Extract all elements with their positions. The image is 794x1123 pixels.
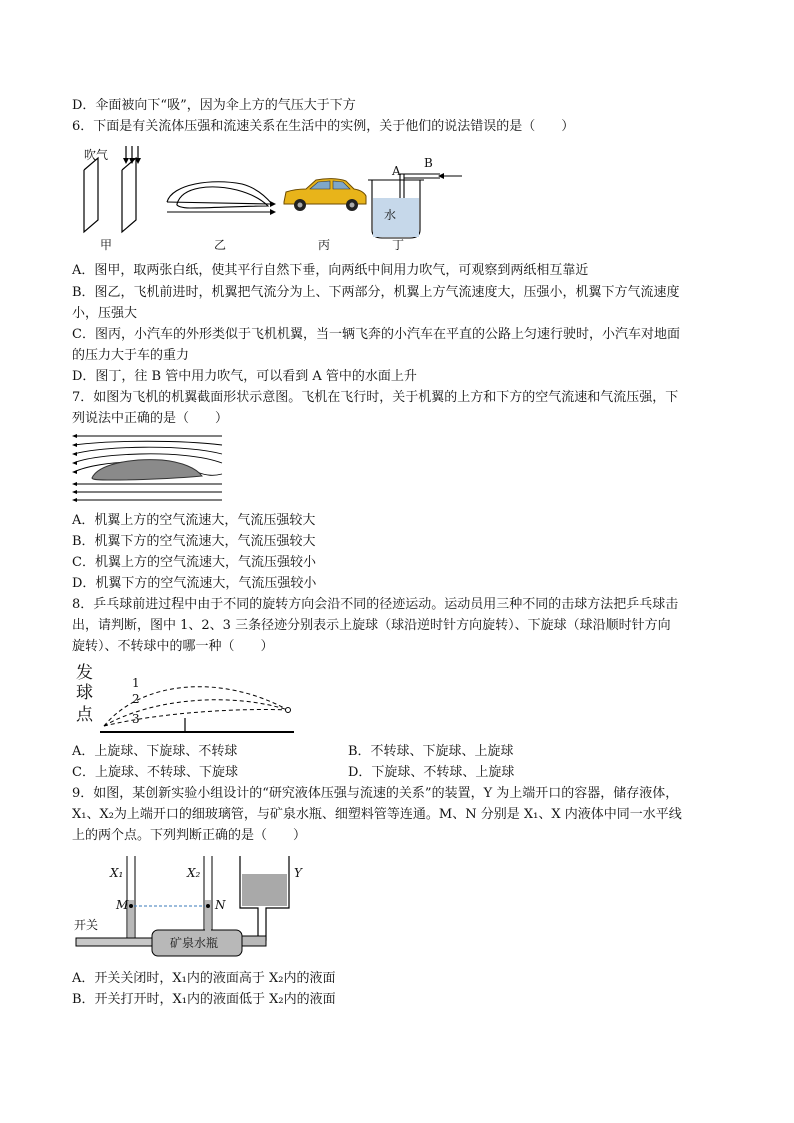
- q9-pipe: [76, 938, 152, 946]
- q8-label-qiu: 球: [76, 683, 93, 703]
- q8-ball: [286, 708, 291, 713]
- q8-trajectory-svg: [72, 658, 302, 738]
- q8-stem-line2: 出，请判断，图中 1、2、3 三条径迹分别表示上旋球（球沿逆时针方向旋转）、下旋球（球沿顺时针方向: [72, 618, 671, 633]
- fig-bing-car: [284, 179, 366, 211]
- q6-option-c-line1: C．图丙，小汽车的外形类似于飞机机翼，当一辆飞奔的小汽车在平直的公路上匀速行驶时，小汽车对地面: [72, 327, 680, 342]
- q7-airfoil-svg: [72, 432, 232, 504]
- q8-label-2: 2: [132, 692, 140, 706]
- q6-figure: [72, 140, 472, 255]
- fig-label-jia: 甲: [100, 238, 113, 252]
- q7-wing-shape: [92, 460, 202, 480]
- q9-stem-line2: X₁、X₂为上端开口的细玻璃管，与矿泉水瓶、细塑料管等连通。M、N 分别是 X₁、X 内液体中同一水平线: [72, 807, 682, 822]
- q6-figure-svg: [72, 140, 472, 255]
- q7-option-b: B．机翼下方的空气流速大，气流压强较大: [72, 534, 316, 549]
- q9-label-n: N: [215, 898, 226, 912]
- q8-label-fa: 发: [76, 663, 93, 683]
- q9-point-m: [129, 904, 133, 908]
- q8-stem-line3: 旋转）、不转球中的哪一种（ ）: [72, 639, 274, 654]
- q7-option-a: A．机翼上方的空气流速大，气流压强较大: [72, 513, 316, 528]
- q9-point-n: [206, 904, 210, 908]
- q9-stem-line3: 上的两个点。下列判断正确的是（ ）: [72, 828, 307, 843]
- fig-label-yi: 乙: [214, 238, 227, 252]
- q8-label-1: 1: [132, 676, 140, 690]
- fig-label-bing: 丙: [318, 238, 331, 252]
- fig-label-ding: 丁: [392, 238, 405, 252]
- fig-label-b: B: [424, 156, 433, 170]
- q8-label-dian: 点: [76, 705, 93, 725]
- q8-option-c: C．上旋球、不转球、下旋球: [72, 765, 238, 780]
- q6-option-a: A．图甲，取两张白纸，使其平行自然下垂，向两纸中间用力吹气，可观察到两纸相互靠近: [72, 263, 589, 278]
- q6-option-c-line2: 的压力大于车的重力: [72, 348, 190, 363]
- q9-label-y: Y: [294, 866, 302, 880]
- q5-option-d: D．伞面被向下“吸”，因为伞上方的气压大于下方: [72, 98, 356, 113]
- q8-option-d: D．下旋球、不转球、上旋球: [348, 765, 515, 780]
- q6-stem: 6．下面是有关流体压强和流速关系在生活中的实例，关于他们的说法错误的是（ ）: [72, 119, 575, 134]
- q9-label-x2: X₂: [187, 866, 201, 880]
- q8-option-b: B．不转球、下旋球、上旋球: [348, 744, 514, 759]
- q6-option-b-line2: 小，压强大: [72, 306, 138, 321]
- q9-label-bottle: 矿泉水瓶: [170, 936, 219, 950]
- q9-option-a: A．开关关闭时，X₁内的液面高于 X₂内的液面: [72, 971, 336, 986]
- fig-label-a: A: [392, 164, 401, 178]
- fig-label-chuiqi: 吹气: [84, 148, 109, 162]
- q9-label-x1: X₁: [110, 866, 124, 880]
- q9-label-m: M: [116, 898, 129, 912]
- q9-apparatus-figure: [72, 850, 312, 965]
- q9-y-liquid: [242, 874, 287, 906]
- fig-yi-airfoil: [167, 182, 272, 212]
- q6-option-b-line1: B．图乙，飞机前进时，机翼把气流分为上、下两部分，机翼上方气流速度大，压强小，机翼下方气流速度: [72, 285, 680, 300]
- q9-stem-line1: 9．如图，某创新实验小组设计的“研究液体压强与流速的关系”的装置，Y 为上端开口的容器，储存液体，: [72, 786, 679, 801]
- q7-stem-line1: 7．如图为飞机的机翼截面形状示意图。飞机在飞行时，关于机翼的上方和下方的空气流速和气流压强，下: [72, 390, 679, 405]
- q8-label-3: 3: [132, 712, 140, 726]
- fig-yi-arrowheads: [270, 201, 276, 215]
- q7-airfoil-figure: [72, 432, 232, 504]
- fig-label-shui: 水: [384, 208, 397, 222]
- q8-option-a: A．上旋球、下旋球、不转球: [72, 744, 238, 759]
- q7-arrowheads: [72, 434, 77, 502]
- fig-jia-arrowheads: [123, 158, 141, 164]
- q6-option-d: D．图丁，往 B 管中用力吹气，可以看到 A 管中的水面上升: [72, 369, 417, 384]
- q9-option-b: B．开关打开时，X₁内的液面低于 X₂内的液面: [72, 992, 336, 1007]
- q7-option-d: D．机翼下方的空气流速大，气流压强较小: [72, 576, 317, 591]
- q8-figure: [72, 658, 302, 738]
- q8-stem-line1: 8．乒乓球前进过程中由于不同的旋转方向会沿不同的径迹运动。运动员用三种不同的击球方法把乒乓球击: [72, 597, 679, 612]
- q7-option-c: C．机翼上方的空气流速大，气流压强较小: [72, 555, 316, 570]
- q9-label-switch: 开关: [74, 918, 99, 932]
- q7-stem-line2: 列说法中正确的是（ ）: [72, 411, 229, 426]
